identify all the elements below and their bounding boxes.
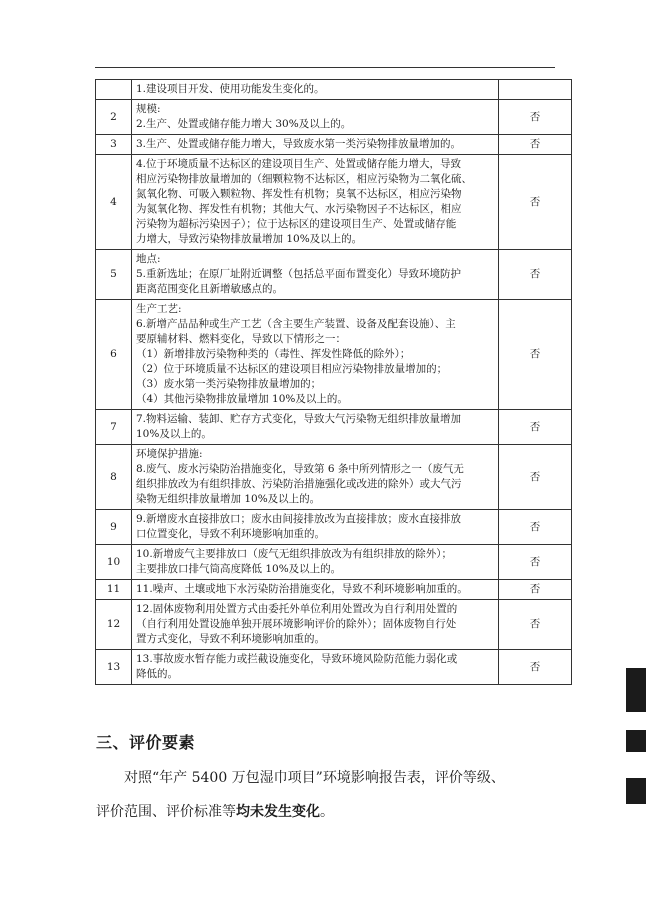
criteria-line: （1）新增排放污染物种类的（毒性、挥发性降低的除外）； [136, 348, 411, 360]
criteria-text [132, 250, 499, 300]
criteria-line: 相应污染物排放量增加的（细颗粒物不达标区，相应污染物为二氧化硫、 [136, 173, 472, 185]
criteria-text [132, 100, 499, 135]
item-number: 4 [96, 155, 132, 250]
item-number: 5 [96, 250, 132, 300]
table-body [96, 80, 572, 685]
table-row [96, 580, 572, 600]
result-cell: 否 [499, 545, 572, 580]
result-cell: 否 [499, 410, 572, 445]
result-cell [499, 80, 572, 100]
criteria-line: 12.固体废物利用处置方式由委托外单位利用处置改为自行利用处置的 [136, 603, 458, 615]
criteria-text [132, 135, 499, 155]
criteria-line: 5.重新选址；在原厂址附近调整（包括总平面布置变化）导致环境防护 [136, 268, 462, 280]
item-number: 9 [96, 510, 132, 545]
criteria-line: 主要排放口排气筒高度降低 10%及以上的。 [136, 563, 342, 575]
result-cell: 否 [499, 300, 572, 410]
result-cell: 否 [499, 250, 572, 300]
table-row [96, 300, 572, 410]
criteria-line: 为氮氧化物、挥发性有机物；其他大气、水污染物因子不达标区，相应 [136, 203, 462, 215]
criteria-line: 11.噪声、土壤或地下水污染防治措施变化，导致不利环境影响加重的。 [136, 583, 468, 595]
item-number: 13 [96, 650, 132, 685]
criteria-line: 力增大，导致污染物排放量增加 10%及以上的。 [136, 233, 363, 245]
item-number: 10 [96, 545, 132, 580]
result-cell: 否 [499, 100, 572, 135]
table-row [96, 80, 572, 100]
criteria-line: 环境保护措施: [136, 448, 203, 460]
criteria-text [132, 600, 499, 650]
criteria-line: 氮氧化物、可吸入颗粒物、挥发性有机物；臭氧不达标区，相应污染物 [136, 188, 462, 200]
result-cell: 否 [499, 650, 572, 685]
paragraph-emphasis: 均未发生变化 [236, 804, 320, 820]
criteria-text [132, 510, 499, 545]
criteria-line: 3.生产、处置或储存能力增大，导致废水第一类污染物排放量增加的。 [136, 138, 462, 150]
criteria-line: 降低的。 [136, 668, 178, 680]
criteria-text [132, 410, 499, 445]
margin-stamp-mark [626, 730, 646, 752]
criteria-line: （4）其他污染物排放量增加 10%及以上的。 [136, 393, 348, 405]
table-row [96, 410, 572, 445]
paragraph-line-2 [96, 802, 566, 822]
table-row [96, 600, 572, 650]
paragraph-period: 。 [320, 804, 334, 820]
criteria-line: 2.生产、处置或储存能力增大 30%及以上的。 [136, 118, 352, 130]
criteria-line: （3）废水第一类污染物排放量增加的； [136, 378, 322, 390]
result-cell: 否 [499, 510, 572, 545]
item-number: 3 [96, 135, 132, 155]
item-number: 8 [96, 445, 132, 510]
criteria-text [132, 445, 499, 510]
criteria-line: 规模: [136, 103, 161, 115]
criteria-line: 4.位于环境质量不达标区的建设项目生产、处置或储存能力增大，导致 [136, 158, 462, 170]
criteria-line: 9.新增废水直接排放口；废水由间接排放改为直接排放；废水直接排放 [136, 513, 462, 525]
criteria-line: 染物无组织排放量增加 10%及以上的。 [136, 493, 321, 505]
criteria-text [132, 545, 499, 580]
criteria-text [132, 300, 499, 410]
table-row [96, 155, 572, 250]
item-number: 7 [96, 410, 132, 445]
criteria-line: 地点: [136, 253, 161, 265]
result-cell: 否 [499, 135, 572, 155]
criteria-line: 要原辅材料、燃料变化，导致以下情形之一： [136, 333, 346, 345]
item-number: 11 [96, 580, 132, 600]
item-number: 6 [96, 300, 132, 410]
section-heading: 三、评价要素 [96, 733, 196, 752]
criteria-text [132, 80, 499, 100]
result-cell: 否 [499, 580, 572, 600]
item-number: 2 [96, 100, 132, 135]
criteria-line: 7.物料运输、装卸、贮存方式变化，导致大气污染物无组织排放量增加 [136, 413, 462, 425]
criteria-text [132, 650, 499, 685]
header-rule [95, 67, 555, 68]
result-cell: 否 [499, 600, 572, 650]
criteria-line: （自行利用处置设施单独开展环境影响评价的除外）；固体废物自行处 [136, 618, 457, 630]
criteria-text [132, 155, 499, 250]
item-number: 12 [96, 600, 132, 650]
item-number [96, 80, 132, 100]
margin-stamp-mark [626, 778, 646, 804]
table-row [96, 650, 572, 685]
criteria-text [132, 580, 499, 600]
table-row [96, 250, 572, 300]
margin-stamp-mark [626, 668, 646, 712]
criteria-line: 13.事故废水暂存能力或拦截设施变化，导致环境风险防范能力弱化或 [136, 653, 458, 665]
change-criteria-table [95, 79, 572, 685]
table-row [96, 545, 572, 580]
table-row [96, 135, 572, 155]
criteria-line: 1.建设项目开发、使用功能发生变化的。 [136, 83, 325, 95]
criteria-line: 距离范围变化且新增敏感点的。 [136, 283, 283, 295]
criteria-line: 组织排放改为有组织排放、污染防治措施强化或改进的除外）或大气污 [136, 478, 462, 490]
criteria-line: 10.新增废气主要排放口（废气无组织排放改为有组织排放的除外）； [136, 548, 452, 560]
criteria-line: 8.废气、废水污染防治措施变化，导致第 6 条中所列情形之一（废气无 [136, 463, 464, 475]
criteria-line: 口位置变化，导致不利环境影响加重的。 [136, 528, 325, 540]
criteria-line: 10%及以上的。 [136, 428, 212, 440]
result-cell: 否 [499, 445, 572, 510]
paragraph-text: 评价范围、评价标准等 [96, 804, 236, 820]
table-row [96, 100, 572, 135]
criteria-line: （2）位于环境质量不达标区的建设项目相应污染物排放量增加的； [136, 363, 448, 375]
criteria-line: 污染物为超标污染因子）；位于达标区的建设项目生产、处置或储存能 [136, 218, 457, 230]
criteria-line: 置方式变化，导致不利环境影响加重的。 [136, 633, 325, 645]
result-cell: 否 [499, 155, 572, 250]
criteria-line: 6.新增产品品种或生产工艺（含主要生产装置、设备及配套设施）、主 [136, 318, 456, 330]
table-row [96, 445, 572, 510]
paragraph-line-1: 对照“年产 5400 万包湿巾项目”环境影响报告表，评价等级、 [124, 770, 505, 786]
table-row [96, 510, 572, 545]
criteria-line: 生产工艺: [136, 303, 182, 315]
